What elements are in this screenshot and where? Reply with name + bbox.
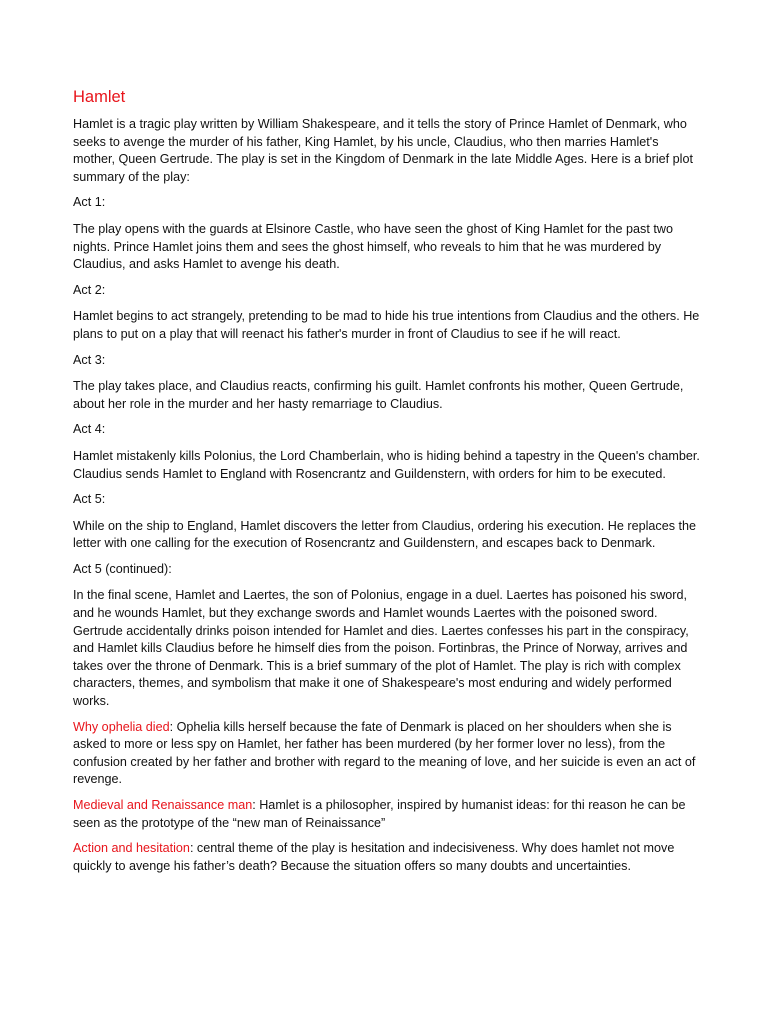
note-text: : central theme of the play is hesitation and indecisiveness. Why does hamlet not move quickly to avenge his father’s death? Because the situation offers so many doubts and uncertainties.: [73, 841, 675, 873]
act-4-text: Hamlet mistakenly kills Polonius, the Lord Chamberlain, who is hiding behind a tapestry in the Queen's chamber. Claudius sends Hamlet to England with Rosencrantz and Guildenstern, with orders for him to be executed.: [73, 448, 700, 481]
note-term: Why ophelia died: [73, 719, 170, 734]
act-3-text: The play takes place, and Claudius reacts, confirming his guilt. Hamlet confronts his mother, Queen Gertrude, about her role in the murder and her hasty remarriage to Claudius.: [73, 379, 684, 411]
note-text: : Hamlet is a philosopher, inspired by humanist ideas: for thi reason he can be seen as the prototype of the “new man of Reinaissance”: [73, 798, 686, 830]
note-term: Medieval and Renaissance man: [73, 798, 253, 812]
act-4-label: Act 4:: [73, 422, 106, 437]
act-2-label: Act 2:: [73, 282, 106, 297]
note-why-ophelia-died: [73, 719, 703, 789]
note-term: Action and hesitation: [73, 841, 190, 856]
intro-paragraph: Hamlet is a tragic play written by William Shakespeare, and it tells the story of Prince Hamlet of Denmark, who seeks to avenge the murder of his father, King Hamlet, by his uncle, Claudius, who then marries Hamlet's mother, Queen Gertrude. The play is set in the Kingdom of Denmark in the late Middle Ages. Here is a brief plot summary of the play:: [73, 117, 693, 184]
act-3-label: Act 3:: [73, 352, 106, 367]
act-5-continued-text: In the final scene, Hamlet and Laertes, the son of Polonius, engage in a duel. Laertes has poisoned his sword, and he wounds Hamlet, but they exchange swords and Hamlet wounds Laertes with the poisoned sword. Gertrude accidentally drinks poison intended for Hamlet and dies. Laertes confesses his part in the conspiracy, and Hamlet kills Claudius before he himself dies from the poison. Fortinbras, the Prince of Norway, arrives and takes over the throne of Denmark. This is a brief summary of the plot of Hamlet. The play is rich with complex characters, themes, and symbolism that make it one of Shakespeare's most enduring and widely performed works.: [73, 588, 689, 709]
act-5-continued-label: Act 5 (continued):: [73, 561, 172, 576]
act-5-text: While on the ship to England, Hamlet discovers the letter from Claudius, ordering his execution. He replaces the letter with one calling for the execution of Rosencrantz and Guildenstern, and escapes back to Denmark.: [73, 518, 697, 551]
act-1-label: Act 1:: [73, 195, 106, 210]
act-1-text: The play opens with the guards at Elsinore Castle, who have seen the ghost of King Hamlet for the past two nights. Prince Hamlet joins them and sees the ghost himself, who reveals to him that he was murdered by Claudius, and asks Hamlet to avenge his death.: [73, 221, 673, 272]
note-medieval-renaissance-man: [73, 797, 703, 832]
note-action-and-hesitation: [73, 840, 703, 875]
document-title: Hamlet: [73, 88, 126, 106]
act-5-label: Act 5:: [73, 492, 106, 507]
document-page: [73, 86, 703, 883]
note-text: : Ophelia kills herself because the fate of Denmark is placed on her shoulders when she is asked to more or less spy on Hamlet, her father has been murdered (by her former lover no less), from the confusion created by her father and brother with regard to the meaning of love, and her suicide is even an act of revenge.: [73, 719, 696, 787]
act-2-text: Hamlet begins to act strangely, pretending to be mad to hide his true intentions from Claudius and the others. He plans to put on a play that will reenact his father's murder in front of Claudius to see if he will react.: [73, 309, 700, 341]
